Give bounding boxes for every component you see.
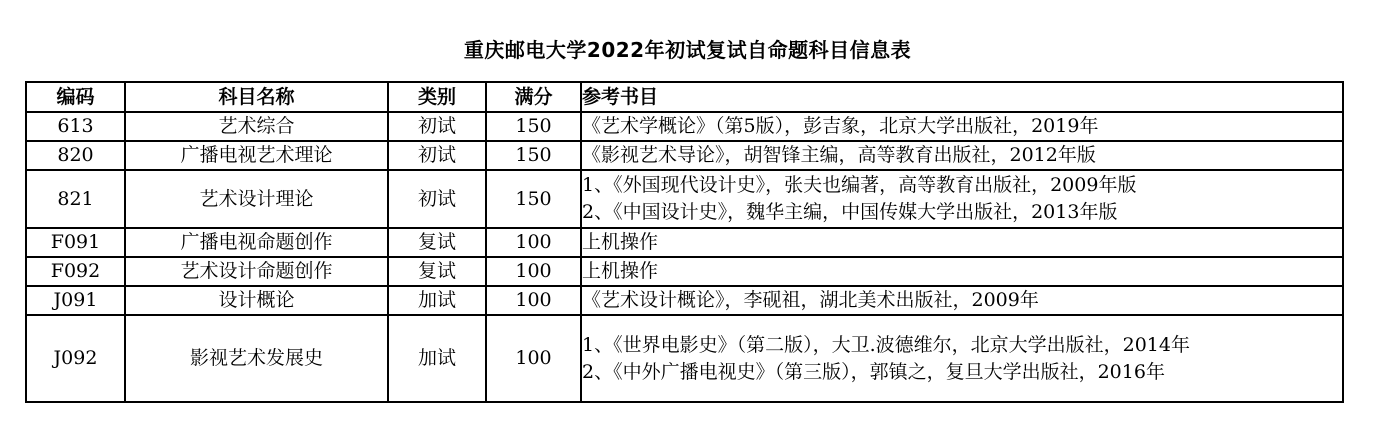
cell-subject-name: 艺术综合 (125, 112, 388, 141)
cell-full-score: 150 (486, 112, 581, 141)
header-type: 类别 (388, 82, 486, 112)
cell-reference-books (581, 286, 1343, 315)
cell-type: 初试 (388, 141, 486, 170)
cell-subject-name: 艺术设计理论 (125, 170, 388, 228)
cell-type: 加试 (388, 315, 486, 402)
cell-code: 821 (26, 170, 125, 228)
cell-reference-books (581, 257, 1343, 286)
reference-line: 《艺术学概论》（第5版），彭吉象，北京大学出版社，2019年 (582, 115, 1099, 137)
cell-type: 复试 (388, 228, 486, 257)
table-header-row (26, 82, 1343, 112)
cell-reference-books (581, 112, 1343, 141)
header-code: 编码 (26, 82, 125, 112)
table-row (26, 315, 1343, 402)
reference-line: 上机操作 (582, 260, 659, 282)
cell-code: F091 (26, 228, 125, 257)
cell-reference-books (581, 141, 1343, 170)
table-row (26, 141, 1343, 170)
cell-full-score: 100 (486, 257, 581, 286)
header-full-score: 满分 (486, 82, 581, 112)
table-row (26, 257, 1343, 286)
cell-type: 初试 (388, 170, 486, 228)
cell-code: 613 (26, 112, 125, 141)
cell-code: J092 (26, 315, 125, 402)
header-subject-name: 科目名称 (125, 82, 388, 112)
header-reference-books: 参考书目 (581, 82, 1343, 112)
cell-full-score: 100 (486, 315, 581, 402)
cell-reference-books (581, 170, 1343, 228)
table-row (26, 112, 1343, 141)
reference-line: 2、《中外广播电视史》（第三版），郭镇之，复旦大学出版社，2016年 (582, 360, 1165, 383)
cell-full-score: 100 (486, 228, 581, 257)
reference-line: 上机操作 (582, 231, 659, 253)
reference-line: 1、《世界电影史》（第二版），大卫.波德维尔，北京大学出版社，2014年 (582, 333, 1190, 356)
table-row (26, 228, 1343, 257)
cell-type: 复试 (388, 257, 486, 286)
cell-full-score: 150 (486, 170, 581, 228)
reference-line: 《影视艺术导论》，胡智锋主编，高等教育出版社，2012年版 (582, 144, 1096, 166)
cell-full-score: 150 (486, 141, 581, 170)
table-row (26, 170, 1343, 228)
cell-subject-name: 影视艺术发展史 (125, 315, 388, 402)
cell-subject-name: 广播电视艺术理论 (125, 141, 388, 170)
cell-code: J091 (26, 286, 125, 315)
cell-code: F092 (26, 257, 125, 286)
cell-subject-name: 设计概论 (125, 286, 388, 315)
reference-line: 《艺术设计概论》，李砚祖，湖北美术出版社，2009年 (582, 289, 1039, 311)
cell-type: 初试 (388, 112, 486, 141)
subjects-table (25, 81, 1344, 403)
cell-subject-name: 艺术设计命题创作 (125, 257, 388, 286)
cell-subject-name: 广播电视命题创作 (125, 228, 388, 257)
cell-reference-books (581, 315, 1343, 402)
cell-type: 加试 (388, 286, 486, 315)
reference-line: 1、《外国现代设计史》，张夫也编著，高等教育出版社，2009年版 (582, 174, 1137, 196)
cell-code: 820 (26, 141, 125, 170)
reference-line: 2、《中国设计史》，魏华主编，中国传媒大学出版社，2013年版 (582, 201, 1118, 223)
cell-reference-books (581, 228, 1343, 257)
document-title: 重庆邮电大学2022年初试复试自命题科目信息表 (463, 38, 912, 62)
cell-full-score: 100 (486, 286, 581, 315)
table-row (26, 286, 1343, 315)
